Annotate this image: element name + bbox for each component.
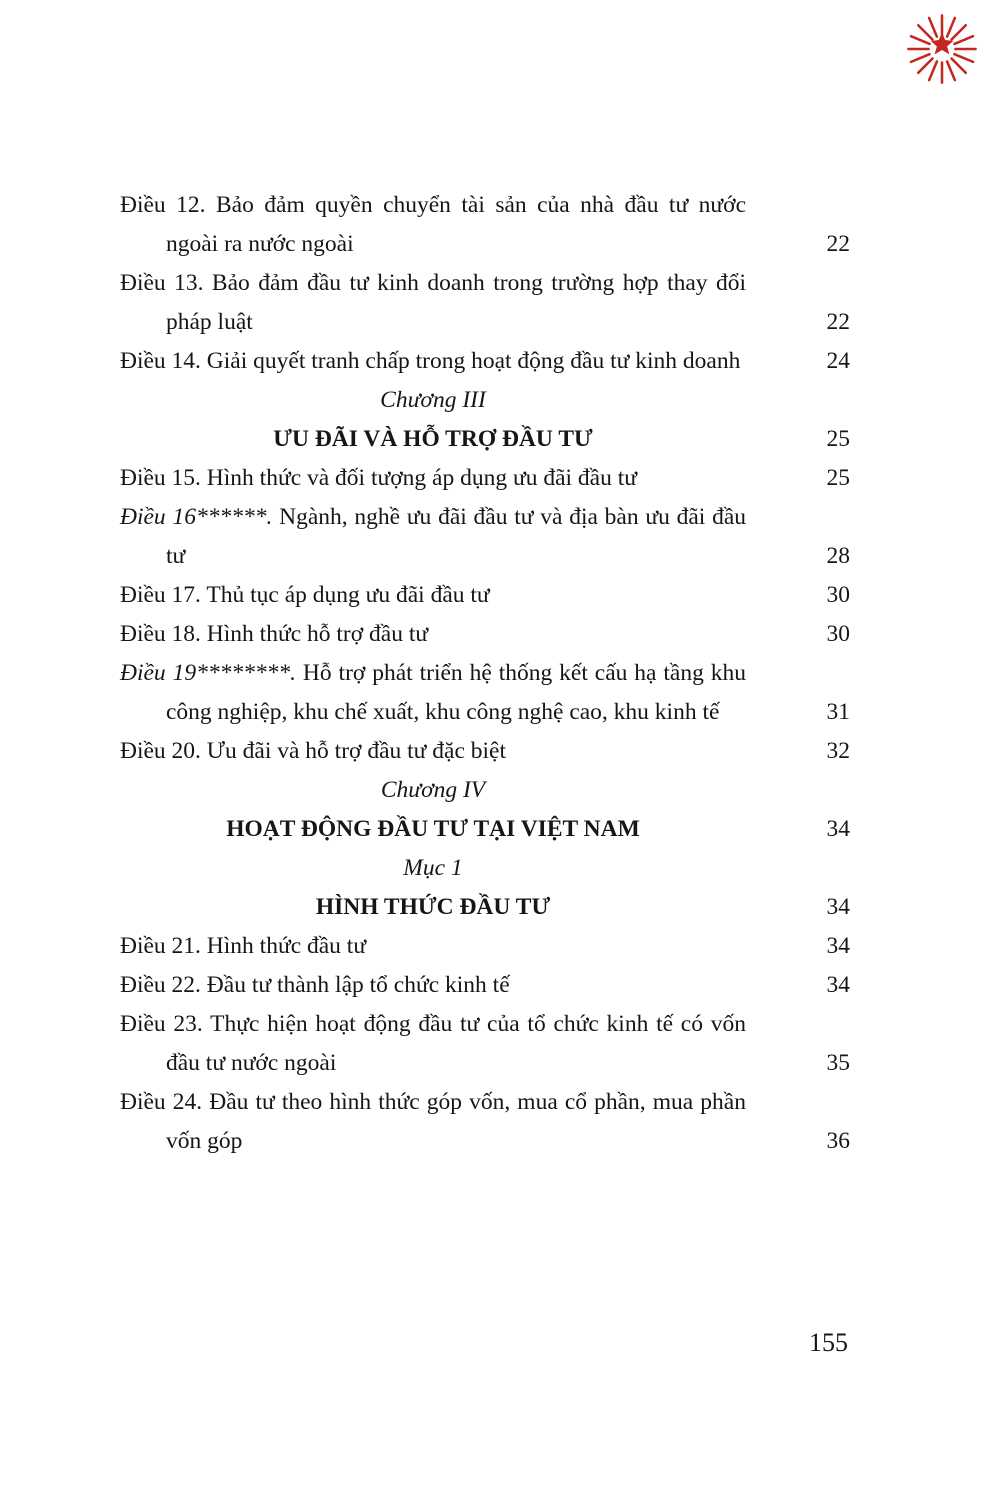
- toc-page-number: 25: [826, 465, 850, 491]
- chapter-title-text: ƯU ĐÃI VÀ HỖ TRỢ ĐẦU TƯ: [273, 426, 593, 452]
- toc-page-number: 34: [826, 972, 850, 998]
- folio-page-number: 155: [809, 1328, 848, 1357]
- toc-page-number: 25: [826, 426, 850, 452]
- toc-entry: [120, 732, 850, 771]
- toc-page-number: 32: [826, 738, 850, 764]
- toc-entry: [120, 1005, 850, 1083]
- toc-entry-text: Hỗ trợ phát triển hệ thống kết cấu hạ tầng khu công nghiệp, khu chế xuất, khu công nghệ cao, khu kinh tế: [166, 660, 747, 725]
- section-title-text: HÌNH THỨC ĐẦU TƯ: [315, 894, 551, 920]
- toc-page-number: 22: [826, 231, 850, 257]
- toc-entry-text: Điều 12. Bảo đảm quyền chuyển tài sản của nhà đầu tư nước ngoài ra nước ngoài: [120, 192, 746, 257]
- toc-entry: [120, 966, 850, 1005]
- toc-entry: [120, 576, 850, 615]
- toc-entry: [120, 1083, 850, 1161]
- toc-page-number: 34: [826, 933, 850, 959]
- toc-entry: [120, 615, 850, 654]
- toc-entry-text: Điều 24. Đầu tư theo hình thức góp vốn, mua cổ phần, mua phần vốn góp: [120, 1089, 746, 1154]
- toc-entry-label: Điều 19********.: [120, 660, 296, 686]
- toc-page-number: 28: [826, 543, 850, 569]
- star-icon: [931, 32, 953, 54]
- toc-page-number: 31: [826, 699, 850, 725]
- chapter-label: Chương IV: [380, 777, 486, 803]
- toc-entry-text: Điều 14. Giải quyết tranh chấp trong hoạt động đầu tư kinh doanh: [120, 348, 741, 374]
- toc-entry: [120, 264, 850, 342]
- section-label: Mục 1: [403, 855, 463, 881]
- toc-entry-text: Điều 18. Hình thức hỗ trợ đầu tư: [120, 621, 429, 647]
- toc-entry-text: Điều 21. Hình thức đầu tư: [120, 933, 367, 959]
- toc-page-number: 34: [826, 816, 850, 842]
- toc-entry: [120, 342, 850, 381]
- toc-entry-text: Điều 15. Hình thức và đối tượng áp dụng ưu đãi đầu tư: [120, 465, 637, 491]
- publisher-logo-icon: [900, 2, 984, 86]
- toc-entry: [120, 927, 850, 966]
- toc-page-number: 36: [826, 1128, 850, 1154]
- toc-entry-text: Điều 17. Thủ tục áp dụng ưu đãi đầu tư: [120, 582, 490, 608]
- toc-entry-label: Điều 16******.: [120, 504, 273, 530]
- toc-page-number: 34: [826, 894, 850, 920]
- toc-page-number: 30: [826, 621, 850, 647]
- chapter-title-text: HOẠT ĐỘNG ĐẦU TƯ TẠI VIỆT NAM: [226, 816, 640, 842]
- chapter-title: [120, 420, 850, 459]
- toc-entry: [120, 186, 850, 264]
- toc-entry-text: Điều 23. Thực hiện hoạt động đầu tư của tổ chức kinh tế có vốn đầu tư nước ngoài: [120, 1011, 746, 1076]
- toc-entry-text: Điều 22. Đầu tư thành lập tổ chức kinh tế: [120, 972, 510, 998]
- toc-entry: [120, 498, 850, 576]
- toc-entry-text: Điều 20. Ưu đãi và hỗ trợ đầu tư đặc biệt: [120, 738, 507, 764]
- toc-page-number: 24: [826, 348, 850, 374]
- chapter-label: Chương III: [380, 387, 486, 413]
- toc-entry-text: Điều 13. Bảo đảm đầu tư kinh doanh trong trường hợp thay đổi pháp luật: [120, 270, 746, 335]
- section-title: [120, 888, 850, 927]
- toc-page-number: 30: [826, 582, 850, 608]
- table-of-contents: [120, 186, 850, 1161]
- toc-entry-text: Ngành, nghề ưu đãi đầu tư và địa bàn ưu đãi đầu tư: [166, 504, 747, 569]
- toc-entry: [120, 654, 850, 732]
- toc-page-number: 22: [826, 309, 850, 335]
- chapter-title: [120, 810, 850, 849]
- toc-entry: [120, 459, 850, 498]
- toc-page-number: 35: [826, 1050, 850, 1076]
